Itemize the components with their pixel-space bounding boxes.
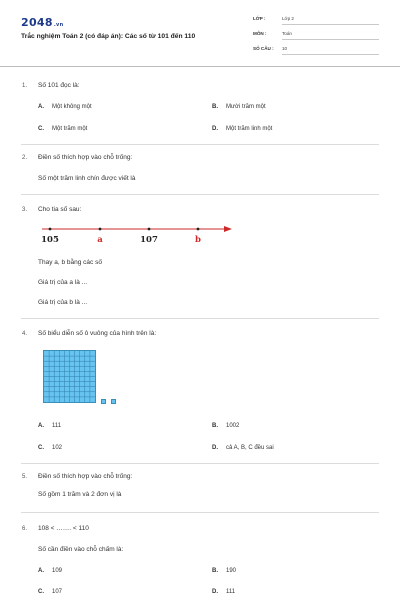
number-line-point-105	[49, 228, 52, 231]
question-prompt: Điền số thích hợp vào chỗ trống:	[38, 154, 133, 161]
question-number: 4.	[22, 331, 28, 337]
option-text: Một trăm một	[52, 126, 88, 132]
answer-option-d[interactable]	[212, 589, 235, 595]
option-text: 111	[226, 589, 236, 595]
option-letter: B.	[212, 104, 218, 110]
question-line: Số cần điền vào chỗ chấm là:	[38, 546, 124, 553]
option-letter: A.	[38, 104, 44, 110]
answer-option-d[interactable]	[212, 126, 272, 132]
answer-option-c[interactable]	[38, 589, 62, 595]
option-letter: A.	[38, 568, 44, 574]
meta-count-value: 10	[282, 46, 288, 51]
answer-option-a[interactable]	[38, 568, 62, 574]
answer-option-b[interactable]	[212, 568, 236, 574]
meta-class-label: LỚP :	[253, 16, 266, 21]
logo-suffix: .vn	[53, 22, 64, 28]
hundred-grid-lines	[44, 351, 97, 404]
question-number: 2.	[22, 155, 28, 161]
option-letter: C.	[38, 445, 44, 451]
answer-option-c[interactable]	[38, 126, 87, 132]
logo-text: 2048	[21, 16, 53, 29]
answer-option-b[interactable]	[212, 423, 239, 429]
meta-question-count	[253, 45, 379, 55]
number-line-label-107: 107	[140, 235, 158, 245]
question-line: Số một trăm linh chín được viết là	[38, 175, 136, 182]
answer-option-c[interactable]	[38, 445, 62, 451]
question-prompt: 108 < ……. < 110	[38, 525, 89, 532]
question-divider	[21, 144, 379, 145]
question-line: Giá trị của a là ...	[38, 279, 88, 286]
option-text: 109	[52, 568, 63, 574]
option-text: 190	[226, 568, 237, 574]
option-letter: D.	[212, 589, 218, 595]
unit-square	[111, 399, 116, 404]
number-line-label-b: b	[195, 235, 201, 245]
question-number: 5.	[22, 474, 28, 480]
option-text: Một không một	[52, 104, 92, 110]
meta-class-value: Lớp 2	[282, 16, 294, 21]
question-line: Giá trị của b là ...	[38, 299, 88, 306]
option-text: 111	[52, 423, 62, 429]
hundred-square-block	[43, 350, 96, 403]
meta-class-underline	[282, 24, 379, 25]
question-prompt: Điền số thích hợp vào chỗ trống:	[38, 473, 133, 480]
question-prompt: Số biểu diễn số ô vuông của hình trên là:	[38, 330, 157, 337]
option-letter: D.	[212, 126, 218, 132]
option-text: cả A, B, C đều sai	[226, 445, 274, 451]
option-text: 1002	[226, 423, 240, 429]
meta-subject-underline	[282, 39, 379, 40]
question-divider	[21, 318, 379, 319]
answer-option-a[interactable]	[38, 423, 61, 429]
question-number: 6.	[22, 526, 28, 532]
meta-class	[253, 15, 379, 25]
question-number: 3.	[22, 207, 28, 213]
meta-subject-label: MÔN :	[253, 31, 267, 36]
site-logo[interactable]	[21, 16, 63, 29]
option-letter: B.	[212, 423, 218, 429]
option-text: 102	[52, 445, 63, 451]
option-letter: A.	[38, 423, 44, 429]
meta-subject	[253, 30, 379, 40]
number-line-label-a: a	[97, 235, 103, 245]
number-line-arrowhead	[224, 226, 232, 232]
option-letter: C.	[38, 126, 44, 132]
option-letter: D.	[212, 445, 218, 451]
number-line	[38, 221, 234, 247]
meta-count-underline	[282, 54, 379, 55]
option-letter: B.	[212, 568, 218, 574]
answer-option-a[interactable]	[38, 104, 92, 110]
option-text: 107	[52, 589, 63, 595]
number-line-point-107	[148, 228, 151, 231]
question-line: Thay a, b bằng các số	[38, 259, 102, 266]
answer-option-d[interactable]	[212, 445, 274, 451]
question-divider	[21, 463, 379, 464]
header-divider	[0, 66, 400, 67]
meta-subject-value: Toán	[282, 31, 292, 36]
option-letter: C.	[38, 589, 44, 595]
question-divider	[21, 194, 379, 195]
option-text: Mười trăm một	[226, 104, 266, 110]
question-prompt: Cho tia số sau:	[38, 206, 82, 213]
number-line-point-b	[197, 228, 200, 231]
meta-count-label: SỐ CÂU :	[253, 46, 274, 51]
question-line: Số gồm 1 trăm và 2 đơn vị là	[38, 491, 122, 498]
question-divider	[21, 512, 379, 513]
answer-option-b[interactable]	[212, 104, 266, 110]
document-title: Trắc nghiệm Toán 2 (có đáp án): Các số từ 101 đến 110	[21, 33, 196, 40]
number-line-label-105: 105	[41, 235, 59, 245]
option-text: Một trăm linh một	[226, 126, 273, 132]
question-number: 1.	[22, 83, 28, 89]
unit-square	[101, 399, 106, 404]
question-prompt: Số 101 đọc là:	[38, 82, 80, 89]
number-line-point-a	[99, 228, 102, 231]
